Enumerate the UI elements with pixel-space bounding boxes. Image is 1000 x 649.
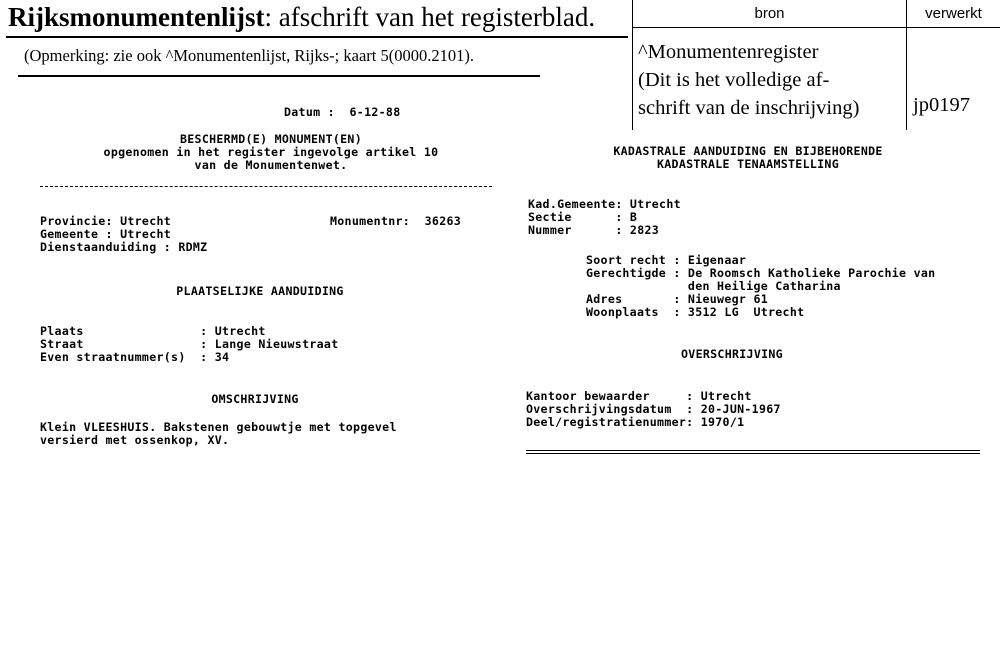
omschrijving-line: versierd met ossenkop, XV. <box>40 433 230 447</box>
kad-gemeente-line: Kad.Gemeente: Utrecht <box>528 197 681 211</box>
omschrijving-text <box>40 421 397 447</box>
bron-cell <box>638 38 859 122</box>
gemeente-line: Gemeente : Utrecht <box>40 227 172 241</box>
kadastrale-heading-line: KADASTRALE TENAAMSTELLING <box>656 157 839 171</box>
title-rest: : afschrift van het registerblad. <box>264 2 596 32</box>
column-header-verwerkt: verwerkt <box>925 5 982 22</box>
huisnummer-line: Even straatnummer(s) : 34 <box>40 350 230 364</box>
overschrijvingsdatum-line: Overschrijvingsdatum : 20-JUN-1967 <box>526 402 781 416</box>
kadastrale-heading <box>528 145 968 171</box>
title-rule <box>6 36 628 38</box>
deel-line: Deel/registratienummer: 1970/1 <box>526 415 745 429</box>
omschrijving-heading: OMSCHRIJVING <box>211 392 299 406</box>
table-header-rule <box>632 27 1000 28</box>
location-block <box>40 215 207 254</box>
kadastrale-block <box>528 198 681 237</box>
tenaamstelling-block <box>586 254 935 319</box>
plaats-line: Plaats : Utrecht <box>40 324 266 338</box>
omschrijving-line: Klein VLEESHUIS. Bakstenen gebouwtje met topgevel <box>40 420 397 434</box>
bron-line: schrift van de inschrijving) <box>638 97 860 119</box>
bron-line: (Dit is het volledige af- <box>638 69 830 91</box>
monumentnr-line <box>330 215 461 228</box>
overschrijving-heading: OVERSCHRIJVING <box>681 347 783 361</box>
beschermd-line: van de Monumentenwet. <box>194 158 348 172</box>
remark-text: (Opmerking: zie ook ^Monumentenlijst, Rijks-; kaart 5(0000.2101). <box>24 46 474 65</box>
verwerkt-cell: jp0197 <box>913 94 970 116</box>
adres-line: Adres : Nieuwegr 61 <box>586 292 769 306</box>
straat-line: Straat : Lange Nieuwstraat <box>40 337 339 351</box>
sectie-line: Sectie : B <box>528 210 638 224</box>
address-block <box>40 325 338 364</box>
overschrijving-block <box>526 390 781 429</box>
gerechtigde-line: den Heilige Catharina <box>586 279 841 293</box>
kadastrale-heading-line: KADASTRALE AANDUIDING EN BIJBEHORENDE <box>613 144 883 158</box>
column-header-bron: bron <box>754 5 785 22</box>
page-title <box>8 0 595 34</box>
dashed-divider <box>40 186 492 187</box>
beschermd-heading <box>44 133 498 172</box>
dienst-line: Dienstaanduiding : RDMZ <box>40 240 208 254</box>
gerechtigde-line: Gerechtigde : De Roomsch Katholieke Parochie van <box>586 266 936 280</box>
beschermd-line: BESCHERMD(E) MONUMENT(EN) <box>179 132 362 146</box>
monumentnr-label: Monumentnr: <box>330 214 411 228</box>
woonplaats-line: Woonplaats : 3512 LG Utrecht <box>586 305 805 319</box>
monumentnr-value: 36263 <box>424 214 462 228</box>
nummer-line: Nummer : 2823 <box>528 223 660 237</box>
double-rule-divider <box>526 450 980 454</box>
datum-line: Datum : 6-12-88 <box>284 105 401 119</box>
kantoor-line: Kantoor bewaarder : Utrecht <box>526 389 752 403</box>
provincie-line: Provincie: Utrecht <box>40 214 172 228</box>
plaatselijke-heading: PLAATSELIJKE AANDUIDING <box>176 284 344 298</box>
remark-rule <box>18 75 540 77</box>
beschermd-line: opgenomen in het register ingevolge artikel 10 <box>103 145 439 159</box>
title-bold: Rijksmonumentenlijst <box>8 2 265 32</box>
bron-line: ^Monumentenregister <box>638 41 819 63</box>
soort-recht-line: Soort recht : Eigenaar <box>586 253 747 267</box>
